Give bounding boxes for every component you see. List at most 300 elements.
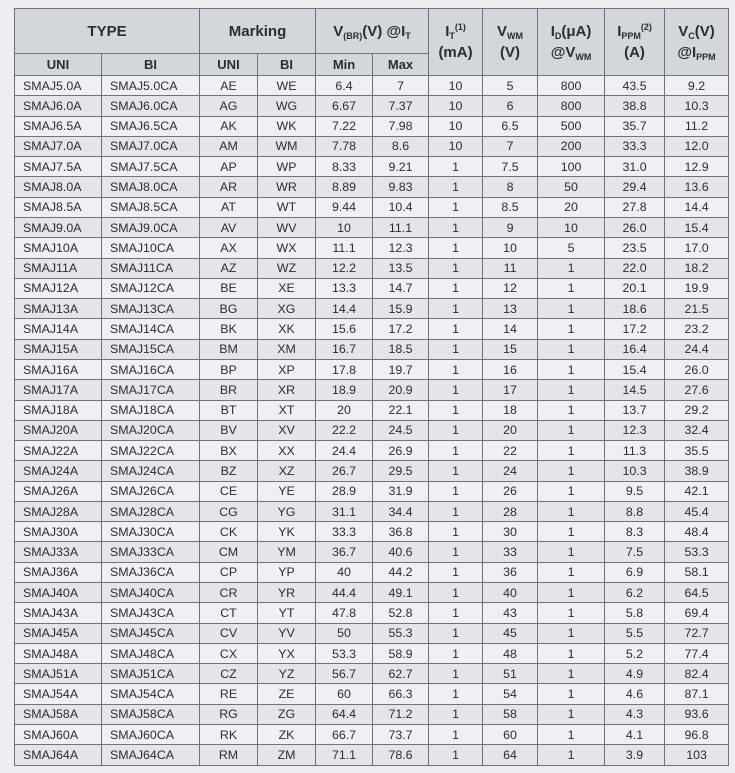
cell-bi: SMAJ26CA <box>102 481 200 501</box>
cell-marking-bi: XM <box>258 339 316 359</box>
cell-uni: SMAJ40A <box>15 583 102 603</box>
table-row <box>15 238 729 258</box>
cell-vc: 42.1 <box>665 481 729 501</box>
cell-vbr-max: 15.9 <box>373 299 429 319</box>
cell-vbr-max: 7 <box>373 76 429 96</box>
cell-marking-uni: CM <box>200 542 258 562</box>
cell-vbr-max: 17.2 <box>373 319 429 339</box>
cell-vbr-max: 73.7 <box>373 725 429 745</box>
cell-it: 1 <box>429 522 483 542</box>
cell-it: 1 <box>429 704 483 724</box>
table-row <box>15 258 729 278</box>
cell-marking-bi: WV <box>258 217 316 237</box>
cell-bi: SMAJ7.0CA <box>102 136 200 156</box>
cell-bi: SMAJ36CA <box>102 562 200 582</box>
cell-vbr-min: 24.4 <box>316 441 373 461</box>
cell-id: 1 <box>538 562 605 582</box>
cell-uni: SMAJ5.0A <box>15 76 102 96</box>
table-row <box>15 522 729 542</box>
cell-marking-uni: AT <box>200 197 258 217</box>
cell-it: 1 <box>429 562 483 582</box>
cell-vbr-min: 53.3 <box>316 643 373 663</box>
cell-marking-uni: CT <box>200 603 258 623</box>
cell-vwm: 26 <box>483 481 538 501</box>
cell-id: 1 <box>538 420 605 440</box>
cell-vbr-min: 47.8 <box>316 603 373 623</box>
cell-vc: 26.0 <box>665 359 729 379</box>
cell-marking-uni: CK <box>200 522 258 542</box>
table-row <box>15 684 729 704</box>
cell-bi: SMAJ11CA <box>102 258 200 278</box>
cell-marking-bi: XP <box>258 359 316 379</box>
table-row <box>15 562 729 582</box>
cell-marking-bi: YX <box>258 643 316 663</box>
cell-ippm: 4.6 <box>605 684 665 704</box>
cell-it: 1 <box>429 725 483 745</box>
cell-ippm: 11.3 <box>605 441 665 461</box>
cell-uni: SMAJ36A <box>15 562 102 582</box>
cell-marking-uni: AV <box>200 217 258 237</box>
cell-bi: SMAJ64CA <box>102 745 200 766</box>
cell-vwm: 8.5 <box>483 197 538 217</box>
cell-vc: 29.2 <box>665 400 729 420</box>
peak-pulse-current-header: $I_{PPM}^{(2)}$ (A) <box>605 9 665 76</box>
cell-ippm: 14.5 <box>605 380 665 400</box>
cell-bi: SMAJ14CA <box>102 319 200 339</box>
cell-ippm: 9.5 <box>605 481 665 501</box>
cell-bi: SMAJ48CA <box>102 643 200 663</box>
cell-vbr-max: 7.98 <box>373 116 429 136</box>
cell-id: 1 <box>538 704 605 724</box>
cell-marking-bi: WX <box>258 238 316 258</box>
cell-vbr-min: 56.7 <box>316 664 373 684</box>
cell-vwm: 18 <box>483 400 538 420</box>
table-row <box>15 96 729 116</box>
table-row <box>15 542 729 562</box>
cell-marking-uni: CX <box>200 643 258 663</box>
cell-uni: SMAJ12A <box>15 278 102 298</box>
cell-marking-bi: WK <box>258 116 316 136</box>
cell-marking-bi: XK <box>258 319 316 339</box>
table-row <box>15 136 729 156</box>
cell-uni: SMAJ8.0A <box>15 177 102 197</box>
cell-vbr-max: 40.6 <box>373 542 429 562</box>
cell-marking-uni: RG <box>200 704 258 724</box>
max-header: Max <box>373 54 429 76</box>
cell-marking-uni: BK <box>200 319 258 339</box>
cell-bi: SMAJ16CA <box>102 359 200 379</box>
cell-it: 1 <box>429 400 483 420</box>
cell-vc: 17.0 <box>665 238 729 258</box>
cell-vbr-min: 22.2 <box>316 420 373 440</box>
cell-id: 1 <box>538 339 605 359</box>
cell-vbr-min: 6.67 <box>316 96 373 116</box>
cell-id: 1 <box>538 258 605 278</box>
cell-bi: SMAJ45CA <box>102 623 200 643</box>
cell-it: 10 <box>429 96 483 116</box>
cell-vbr-max: 22.1 <box>373 400 429 420</box>
table-row <box>15 278 729 298</box>
cell-vbr-max: 71.2 <box>373 704 429 724</box>
cell-vbr-min: 20 <box>316 400 373 420</box>
cell-id: 1 <box>538 623 605 643</box>
cell-ippm: 35.7 <box>605 116 665 136</box>
cell-ippm: 5.2 <box>605 643 665 663</box>
cell-id: 100 <box>538 157 605 177</box>
cell-vbr-min: 36.7 <box>316 542 373 562</box>
cell-uni: SMAJ33A <box>15 542 102 562</box>
cell-bi: SMAJ30CA <box>102 522 200 542</box>
table-row <box>15 420 729 440</box>
cell-vbr-min: 9.44 <box>316 197 373 217</box>
cell-marking-uni: RM <box>200 745 258 766</box>
cell-it: 1 <box>429 481 483 501</box>
cell-bi: SMAJ10CA <box>102 238 200 258</box>
cell-bi: SMAJ60CA <box>102 725 200 745</box>
cell-vc: 12.0 <box>665 136 729 156</box>
cell-bi: SMAJ43CA <box>102 603 200 623</box>
cell-vc: 13.6 <box>665 177 729 197</box>
cell-bi: SMAJ15CA <box>102 339 200 359</box>
cell-marking-uni: AG <box>200 96 258 116</box>
cell-vwm: 11 <box>483 258 538 278</box>
cell-vwm: 60 <box>483 725 538 745</box>
cell-ippm: 5.8 <box>605 603 665 623</box>
cell-vc: 14.4 <box>665 197 729 217</box>
cell-it: 1 <box>429 420 483 440</box>
cell-marking-bi: YM <box>258 542 316 562</box>
cell-marking-uni: AP <box>200 157 258 177</box>
cell-uni: SMAJ11A <box>15 258 102 278</box>
cell-bi: SMAJ22CA <box>102 441 200 461</box>
test-current-header: $I_T^{(1)}$ (mA) <box>429 9 483 76</box>
cell-vbr-min: 26.7 <box>316 461 373 481</box>
cell-uni: SMAJ13A <box>15 299 102 319</box>
cell-it: 1 <box>429 542 483 562</box>
cell-ippm: 26.0 <box>605 217 665 237</box>
cell-ippm: 33.3 <box>605 136 665 156</box>
cell-id: 200 <box>538 136 605 156</box>
cell-id: 1 <box>538 684 605 704</box>
cell-vc: 72.7 <box>665 623 729 643</box>
cell-uni: SMAJ48A <box>15 643 102 663</box>
cell-vc: 18.2 <box>665 258 729 278</box>
cell-vc: 64.5 <box>665 583 729 603</box>
cell-marking-bi: YR <box>258 583 316 603</box>
cell-marking-bi: XV <box>258 420 316 440</box>
cell-id: 800 <box>538 96 605 116</box>
cell-marking-uni: RE <box>200 684 258 704</box>
marking-bi-header: BI <box>258 54 316 76</box>
cell-uni: SMAJ15A <box>15 339 102 359</box>
cell-ippm: 4.3 <box>605 704 665 724</box>
table-row <box>15 299 729 319</box>
cell-vbr-max: 34.4 <box>373 501 429 521</box>
leakage-current-header: $I_D(\mu A)$ $@V_{WM}$ <box>538 9 605 76</box>
cell-ippm: 38.8 <box>605 96 665 116</box>
cell-uni: SMAJ54A <box>15 684 102 704</box>
cell-id: 1 <box>538 583 605 603</box>
cell-vwm: 36 <box>483 562 538 582</box>
cell-uni: SMAJ64A <box>15 745 102 766</box>
cell-bi: SMAJ9.0CA <box>102 217 200 237</box>
cell-it: 1 <box>429 299 483 319</box>
cell-marking-bi: WM <box>258 136 316 156</box>
cell-ippm: 6.2 <box>605 583 665 603</box>
cell-vbr-min: 14.4 <box>316 299 373 319</box>
cell-it: 1 <box>429 623 483 643</box>
cell-marking-bi: ZG <box>258 704 316 724</box>
cell-uni: SMAJ6.5A <box>15 116 102 136</box>
working-voltage-header: $V_{WM}$ (V) <box>483 9 538 76</box>
cell-ippm: 17.2 <box>605 319 665 339</box>
cell-it: 1 <box>429 238 483 258</box>
cell-vbr-max: 52.8 <box>373 603 429 623</box>
cell-marking-bi: XR <box>258 380 316 400</box>
cell-bi: SMAJ20CA <box>102 420 200 440</box>
cell-vwm: 64 <box>483 745 538 766</box>
cell-ippm: 4.1 <box>605 725 665 745</box>
cell-marking-bi: ZE <box>258 684 316 704</box>
cell-vbr-min: 40 <box>316 562 373 582</box>
cell-marking-bi: YT <box>258 603 316 623</box>
cell-bi: SMAJ17CA <box>102 380 200 400</box>
cell-vwm: 6 <box>483 96 538 116</box>
marking-header: Marking <box>200 9 316 54</box>
cell-marking-bi: XG <box>258 299 316 319</box>
cell-marking-bi: XZ <box>258 461 316 481</box>
cell-id: 1 <box>538 299 605 319</box>
table-row <box>15 157 729 177</box>
cell-marking-bi: WT <box>258 197 316 217</box>
cell-vbr-min: 17.8 <box>316 359 373 379</box>
cell-vbr-min: 31.1 <box>316 501 373 521</box>
cell-vbr-min: 44.4 <box>316 583 373 603</box>
cell-vwm: 12 <box>483 278 538 298</box>
cell-id: 1 <box>538 603 605 623</box>
breakdown-voltage-header: $V_{(BR)}(V)$ $@I_T$ <box>316 9 429 54</box>
cell-bi: SMAJ40CA <box>102 583 200 603</box>
cell-vwm: 16 <box>483 359 538 379</box>
cell-marking-bi: ZM <box>258 745 316 766</box>
table-body <box>15 76 729 766</box>
table-row <box>15 197 729 217</box>
cell-marking-bi: ZK <box>258 725 316 745</box>
cell-marking-bi: WR <box>258 177 316 197</box>
cell-uni: SMAJ22A <box>15 441 102 461</box>
cell-marking-bi: YE <box>258 481 316 501</box>
cell-marking-uni: AE <box>200 76 258 96</box>
cell-vc: 38.9 <box>665 461 729 481</box>
cell-bi: SMAJ51CA <box>102 664 200 684</box>
cell-marking-uni: CP <box>200 562 258 582</box>
cell-vc: 87.1 <box>665 684 729 704</box>
table-row <box>15 745 729 766</box>
cell-vwm: 6.5 <box>483 116 538 136</box>
cell-vwm: 13 <box>483 299 538 319</box>
cell-uni: SMAJ43A <box>15 603 102 623</box>
cell-vbr-max: 44.2 <box>373 562 429 582</box>
cell-bi: SMAJ58CA <box>102 704 200 724</box>
cell-id: 1 <box>538 359 605 379</box>
cell-vwm: 54 <box>483 684 538 704</box>
cell-vbr-min: 7.78 <box>316 136 373 156</box>
cell-it: 1 <box>429 157 483 177</box>
cell-vbr-max: 13.5 <box>373 258 429 278</box>
cell-ippm: 3.9 <box>605 745 665 766</box>
cell-id: 1 <box>538 319 605 339</box>
cell-ippm: 10.3 <box>605 461 665 481</box>
cell-vc: 58.1 <box>665 562 729 582</box>
cell-vwm: 45 <box>483 623 538 643</box>
cell-id: 20 <box>538 197 605 217</box>
cell-marking-uni: BM <box>200 339 258 359</box>
cell-vwm: 30 <box>483 522 538 542</box>
cell-marking-uni: CV <box>200 623 258 643</box>
cell-vwm: 15 <box>483 339 538 359</box>
cell-marking-bi: WG <box>258 96 316 116</box>
type-header: TYPE <box>15 9 200 54</box>
cell-ippm: 31.0 <box>605 157 665 177</box>
cell-vwm: 20 <box>483 420 538 440</box>
cell-vc: 93.6 <box>665 704 729 724</box>
cell-ippm: 23.5 <box>605 238 665 258</box>
table-row <box>15 400 729 420</box>
cell-it: 1 <box>429 603 483 623</box>
cell-vbr-max: 29.5 <box>373 461 429 481</box>
cell-uni: SMAJ51A <box>15 664 102 684</box>
cell-vbr-min: 60 <box>316 684 373 704</box>
cell-vwm: 43 <box>483 603 538 623</box>
table-row <box>15 339 729 359</box>
cell-vbr-min: 18.9 <box>316 380 373 400</box>
cell-vbr-min: 15.6 <box>316 319 373 339</box>
table-row <box>15 380 729 400</box>
cell-bi: SMAJ54CA <box>102 684 200 704</box>
cell-uni: SMAJ7.0A <box>15 136 102 156</box>
marking-uni-header: UNI <box>200 54 258 76</box>
cell-vbr-min: 10 <box>316 217 373 237</box>
cell-id: 1 <box>538 664 605 684</box>
bi-header: BI <box>102 54 200 76</box>
cell-uni: SMAJ7.5A <box>15 157 102 177</box>
cell-it: 10 <box>429 116 483 136</box>
cell-ippm: 18.6 <box>605 299 665 319</box>
cell-vbr-max: 12.3 <box>373 238 429 258</box>
cell-vc: 12.9 <box>665 157 729 177</box>
cell-it: 1 <box>429 684 483 704</box>
cell-vwm: 5 <box>483 76 538 96</box>
cell-marking-bi: XX <box>258 441 316 461</box>
cell-vc: 19.9 <box>665 278 729 298</box>
cell-it: 1 <box>429 197 483 217</box>
cell-vbr-min: 13.3 <box>316 278 373 298</box>
cell-marking-uni: AR <box>200 177 258 197</box>
cell-vbr-max: 20.9 <box>373 380 429 400</box>
cell-vc: 10.3 <box>665 96 729 116</box>
cell-ippm: 27.8 <box>605 197 665 217</box>
cell-vwm: 24 <box>483 461 538 481</box>
cell-marking-uni: BT <box>200 400 258 420</box>
cell-vbr-max: 9.21 <box>373 157 429 177</box>
cell-bi: SMAJ12CA <box>102 278 200 298</box>
cell-vbr-max: 8.6 <box>373 136 429 156</box>
cell-marking-uni: CR <box>200 583 258 603</box>
cell-marking-uni: AM <box>200 136 258 156</box>
cell-uni: SMAJ14A <box>15 319 102 339</box>
cell-ippm: 5.5 <box>605 623 665 643</box>
cell-uni: SMAJ6.0A <box>15 96 102 116</box>
cell-vbr-min: 64.4 <box>316 704 373 724</box>
cell-ippm: 8.3 <box>605 522 665 542</box>
cell-vbr-max: 58.9 <box>373 643 429 663</box>
cell-vbr-max: 19.7 <box>373 359 429 379</box>
cell-uni: SMAJ9.0A <box>15 217 102 237</box>
cell-vwm: 22 <box>483 441 538 461</box>
cell-marking-bi: WZ <box>258 258 316 278</box>
cell-ippm: 8.8 <box>605 501 665 521</box>
cell-vbr-max: 14.7 <box>373 278 429 298</box>
cell-it: 1 <box>429 664 483 684</box>
cell-marking-bi: XT <box>258 400 316 420</box>
cell-bi: SMAJ8.5CA <box>102 197 200 217</box>
cell-vbr-max: 24.5 <box>373 420 429 440</box>
table-row <box>15 501 729 521</box>
cell-vbr-max: 78.6 <box>373 745 429 766</box>
table-row <box>15 704 729 724</box>
cell-marking-uni: CZ <box>200 664 258 684</box>
cell-it: 1 <box>429 217 483 237</box>
cell-id: 1 <box>538 542 605 562</box>
cell-it: 1 <box>429 339 483 359</box>
cell-it: 1 <box>429 359 483 379</box>
cell-ippm: 13.7 <box>605 400 665 420</box>
cell-ippm: 7.5 <box>605 542 665 562</box>
cell-marking-uni: BP <box>200 359 258 379</box>
cell-vbr-max: 55.3 <box>373 623 429 643</box>
cell-vwm: 9 <box>483 217 538 237</box>
cell-ippm: 22.0 <box>605 258 665 278</box>
cell-marking-bi: YK <box>258 522 316 542</box>
cell-bi: SMAJ33CA <box>102 542 200 562</box>
cell-vbr-min: 8.33 <box>316 157 373 177</box>
table-row <box>15 725 729 745</box>
cell-ippm: 15.4 <box>605 359 665 379</box>
cell-it: 1 <box>429 380 483 400</box>
tvs-spec-table <box>14 8 729 766</box>
cell-vbr-min: 12.2 <box>316 258 373 278</box>
cell-ippm: 29.4 <box>605 177 665 197</box>
cell-ippm: 4.9 <box>605 664 665 684</box>
cell-id: 1 <box>538 501 605 521</box>
table-row <box>15 319 729 339</box>
cell-vwm: 51 <box>483 664 538 684</box>
cell-bi: SMAJ8.0CA <box>102 177 200 197</box>
table-row <box>15 481 729 501</box>
cell-vc: 11.2 <box>665 116 729 136</box>
cell-vbr-min: 33.3 <box>316 522 373 542</box>
cell-it: 1 <box>429 643 483 663</box>
cell-vbr-max: 11.1 <box>373 217 429 237</box>
cell-bi: SMAJ5.0CA <box>102 76 200 96</box>
cell-vbr-min: 66.7 <box>316 725 373 745</box>
cell-vbr-max: 10.4 <box>373 197 429 217</box>
table-row <box>15 461 729 481</box>
cell-vwm: 8 <box>483 177 538 197</box>
cell-vbr-min: 7.22 <box>316 116 373 136</box>
cell-marking-uni: AZ <box>200 258 258 278</box>
cell-bi: SMAJ6.0CA <box>102 96 200 116</box>
